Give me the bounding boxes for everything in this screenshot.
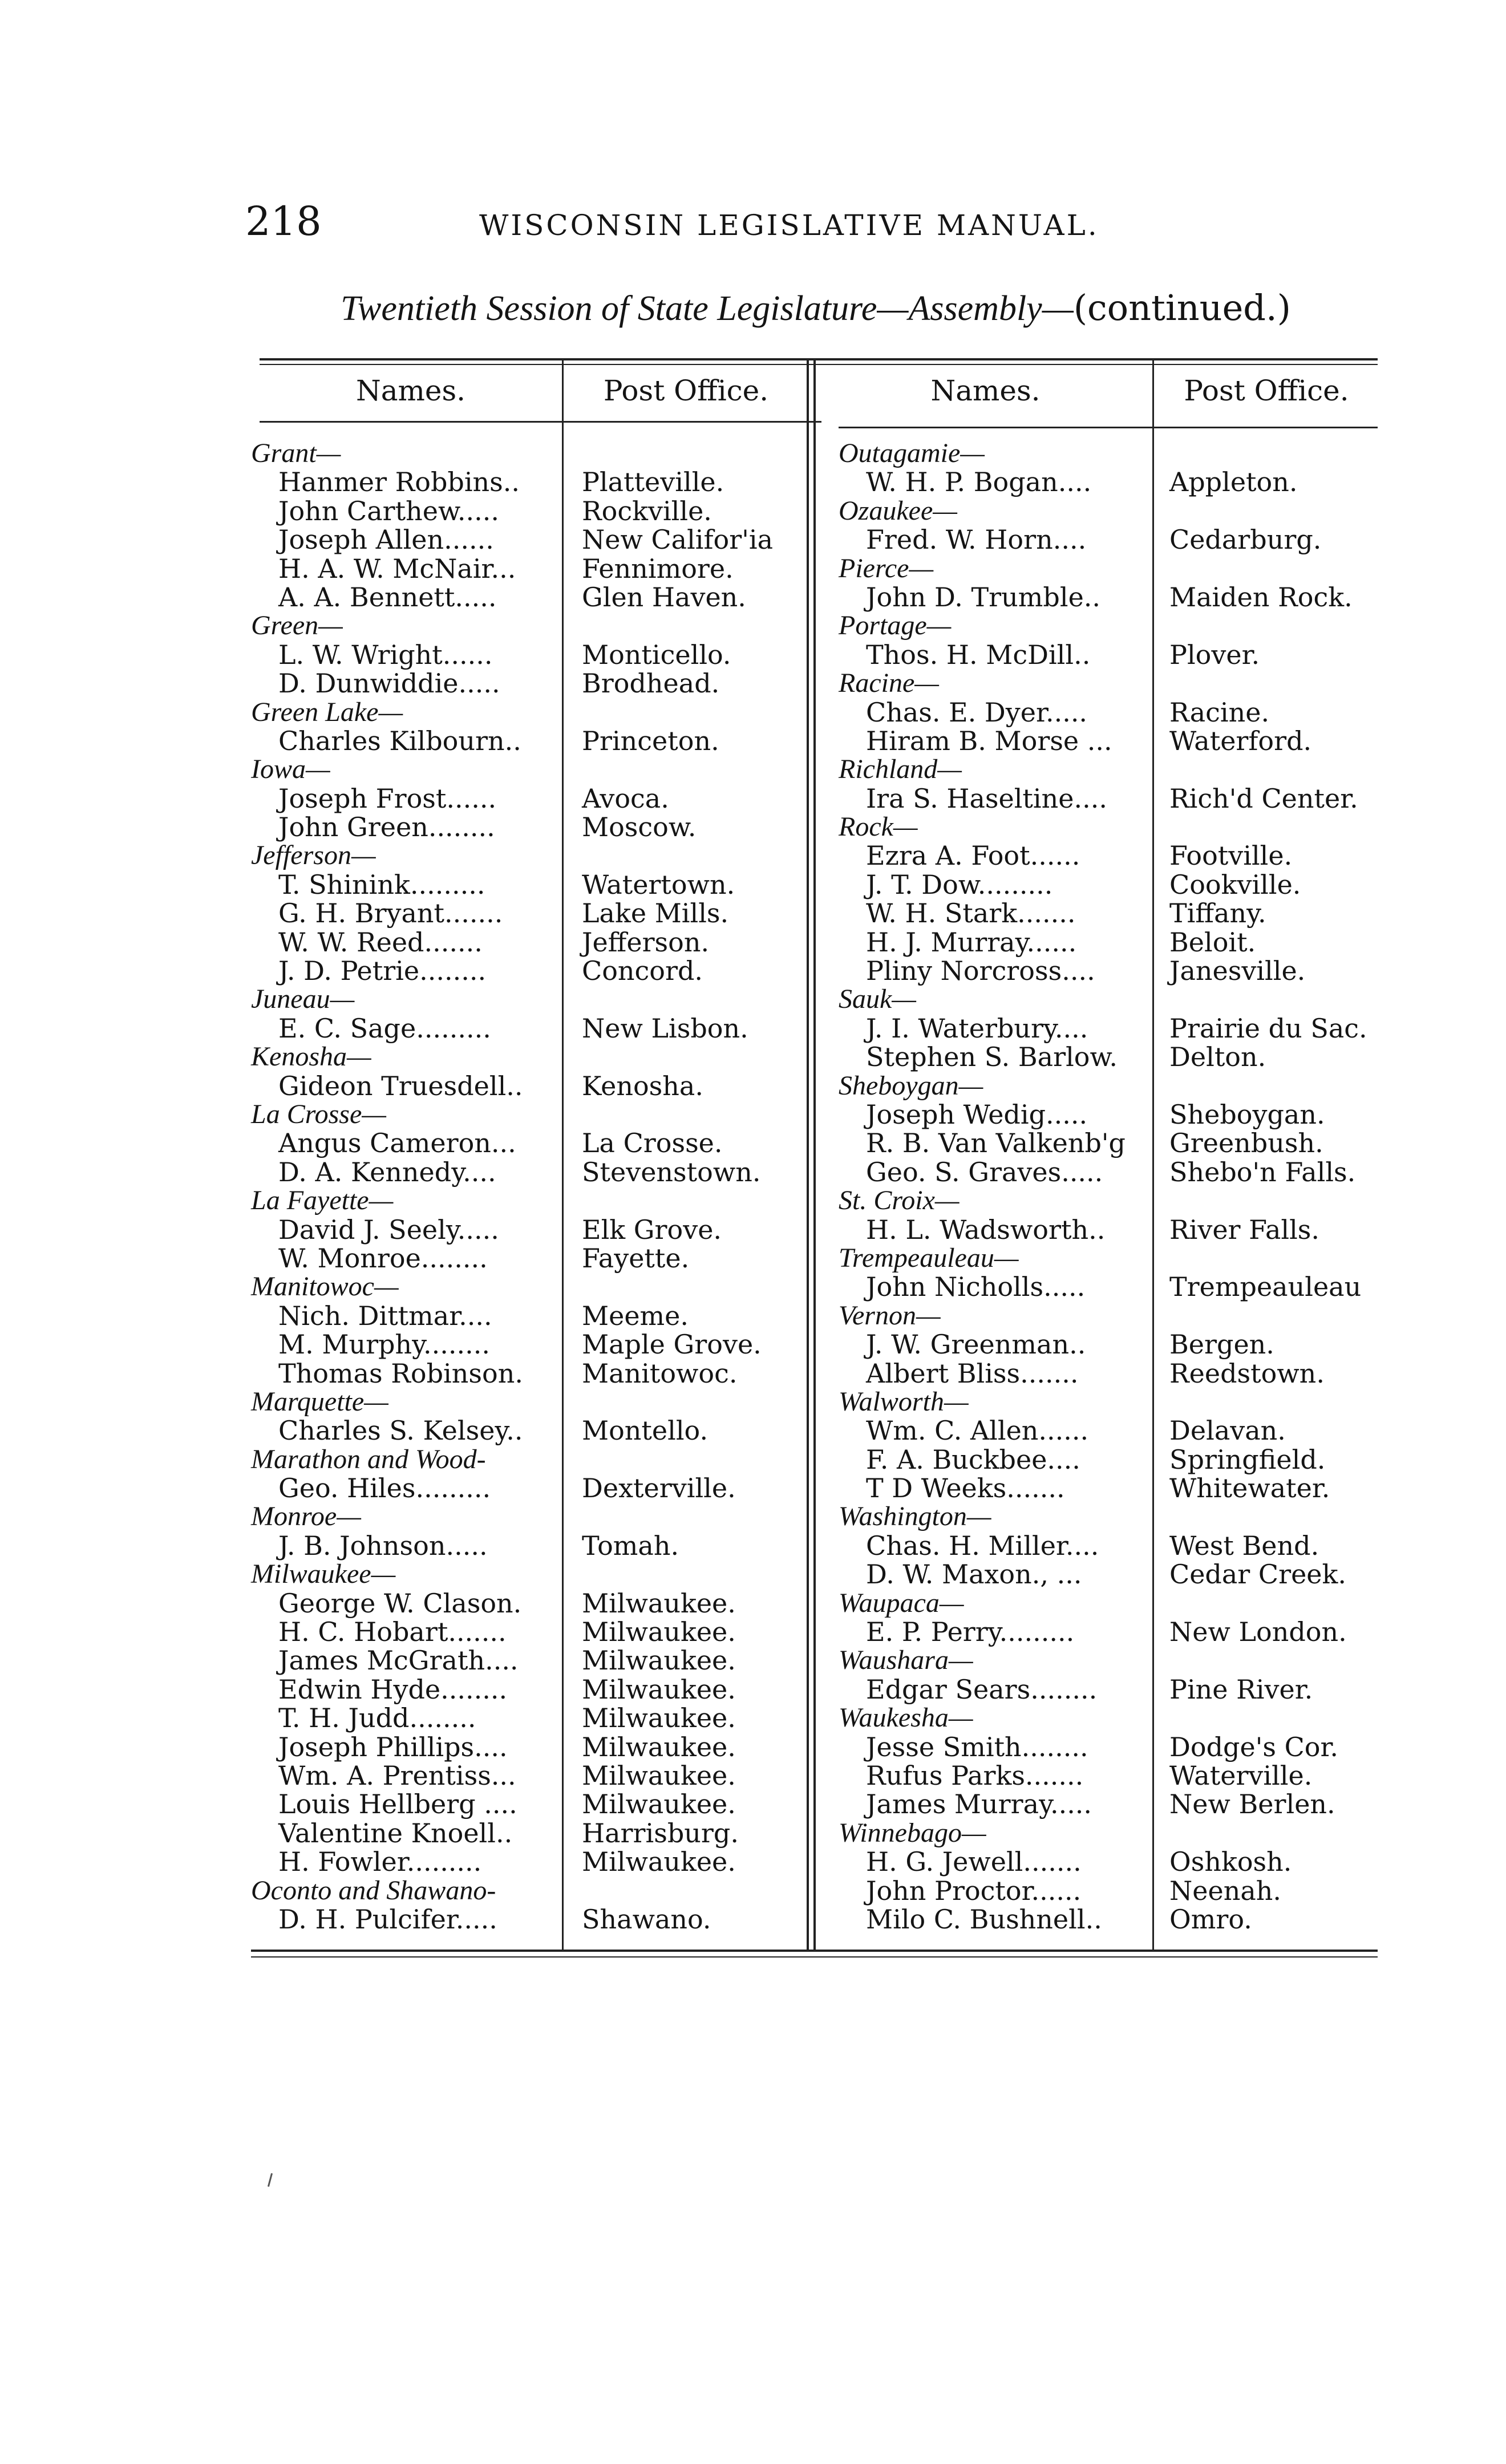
post-office — [582, 1388, 807, 1416]
county-heading: Portage— — [839, 610, 952, 641]
post-office: Dodge's Cor. — [1169, 1731, 1339, 1762]
post-office: New Califor'ia — [582, 524, 774, 556]
post-office — [1169, 1819, 1386, 1847]
post-office — [582, 1043, 807, 1071]
post-office — [582, 1186, 807, 1215]
post-office — [582, 1877, 807, 1905]
county-heading: La Fayette— — [251, 1185, 394, 1216]
post-office: Janesville. — [1169, 955, 1306, 987]
county-heading: Waukesha— — [839, 1703, 973, 1733]
header-rule-left — [260, 421, 821, 423]
county-heading: Walworth— — [839, 1386, 969, 1417]
table-top-rule-thin — [260, 364, 1378, 365]
member-name: H. J. Murray...... — [866, 926, 1077, 958]
county-heading: Washington— — [839, 1501, 991, 1532]
post-office: Rich'd Center. — [1169, 783, 1358, 814]
county-heading: Juneau— — [251, 984, 355, 1015]
post-office: Montello. — [582, 1415, 709, 1446]
member-name: W. H. P. Bogan.... — [866, 467, 1092, 498]
running-title: WISCONSIN LEGISLATIVE MANUAL. — [479, 209, 1099, 242]
member-name: T. Shinink......... — [278, 869, 485, 900]
table-bottom-rule-thin — [251, 1956, 1378, 1958]
county-heading: Monroe— — [251, 1501, 361, 1532]
county-heading: Grant— — [251, 438, 341, 468]
member-name: Thos. H. McDill.. — [866, 639, 1091, 670]
post-office: Prairie du Sac. — [1169, 1012, 1367, 1044]
post-office — [1169, 439, 1386, 468]
post-office — [582, 611, 807, 640]
member-name: H. Fowler......... — [278, 1846, 482, 1878]
member-name: Charles S. Kelsey.. — [278, 1415, 523, 1446]
left-post-office-header: Post Office. — [603, 374, 769, 407]
member-name: W. Monroe........ — [278, 1242, 488, 1274]
post-office: Harrisburg. — [582, 1817, 739, 1849]
post-office: Jefferson. — [582, 926, 710, 958]
post-office: Milwaukee. — [582, 1587, 736, 1619]
county-heading: Ozaukee— — [839, 495, 957, 526]
member-name: H. A. W. McNair... — [278, 553, 516, 584]
right-post-office-column — [1169, 439, 1386, 1934]
member-name: R. B. Van Valkenb'g — [866, 1128, 1126, 1159]
county-heading: Outagamie— — [839, 438, 985, 468]
county-heading: La Crosse— — [251, 1099, 386, 1129]
member-name: John Carthew..... — [278, 495, 499, 526]
post-office: Platteville. — [582, 467, 724, 498]
post-office — [1169, 1072, 1386, 1100]
post-office: Milwaukee. — [582, 1703, 736, 1734]
member-name: Pliny Norcross.... — [866, 955, 1095, 987]
member-name: Geo. S. Graves..... — [866, 1156, 1103, 1188]
member-name: John Green........ — [278, 812, 495, 843]
member-name: Edwin Hyde........ — [278, 1673, 508, 1705]
caption-continued: (continued.) — [1073, 287, 1291, 329]
post-office: Greenbush. — [1169, 1128, 1323, 1159]
left-names-header: Names. — [355, 374, 466, 407]
member-name: Fred. W. Horn.... — [866, 524, 1087, 556]
member-name: Nich. Dittmar.... — [278, 1300, 492, 1331]
column-divider-center-b — [813, 359, 816, 1951]
post-office — [1169, 1244, 1386, 1272]
post-office: Kenosha. — [582, 1070, 703, 1101]
post-office: Delton. — [1169, 1041, 1266, 1073]
member-name: M. Murphy........ — [278, 1329, 490, 1360]
post-office: New Lisbon. — [582, 1012, 748, 1044]
post-office — [1169, 1502, 1386, 1531]
post-office: Cedar Creek. — [1169, 1559, 1347, 1590]
post-office: Watertown. — [582, 869, 735, 900]
member-name: Jesse Smith........ — [866, 1731, 1088, 1762]
member-name: W. H. Stark....... — [866, 898, 1076, 929]
county-heading: Sauk— — [839, 984, 916, 1015]
member-name: James McGrath.... — [278, 1645, 519, 1676]
county-heading: Marathon and Wood- — [251, 1444, 486, 1474]
post-office: New Berlen. — [1169, 1789, 1335, 1820]
member-name: John D. Trumble.. — [866, 581, 1101, 613]
county-heading: Vernon— — [839, 1300, 941, 1331]
post-office: Moscow. — [582, 812, 697, 843]
column-divider-left — [562, 359, 564, 1951]
post-office: Rockville. — [582, 495, 712, 526]
post-office: Sheboygan. — [1169, 1099, 1325, 1130]
left-post-office-column — [582, 439, 807, 1934]
post-office — [1169, 1388, 1386, 1416]
member-name: Valentine Knoell.. — [278, 1817, 513, 1849]
post-office: Maple Grove. — [582, 1329, 762, 1360]
member-name: E. C. Sage......... — [278, 1012, 491, 1044]
county-heading: Iowa— — [251, 754, 330, 785]
member-name: D. W. Maxon., ... — [866, 1559, 1082, 1590]
county-heading: Trempeauleau— — [839, 1242, 1019, 1273]
member-name: Joseph Phillips.... — [278, 1731, 508, 1762]
member-name: W. W. Reed....... — [278, 926, 483, 958]
county-heading: Rock— — [839, 812, 918, 842]
post-office — [1169, 813, 1386, 841]
member-name: D. H. Pulcifer..... — [278, 1903, 497, 1935]
post-office: Plover. — [1169, 639, 1260, 670]
member-name: L. W. Wright...... — [278, 639, 493, 670]
member-name: Joseph Wedig..... — [866, 1099, 1088, 1130]
member-name: Joseph Frost...... — [278, 783, 497, 814]
right-names-column — [839, 439, 1149, 1934]
post-office: Monticello. — [582, 639, 731, 670]
post-office: Manitowoc. — [582, 1357, 738, 1389]
post-office: Waterford. — [1169, 725, 1312, 756]
member-name: John Proctor...... — [866, 1875, 1082, 1906]
member-name: A. A. Bennett..... — [278, 581, 497, 613]
post-office: Milwaukee. — [582, 1645, 736, 1676]
member-name: Geo. Hiles......... — [278, 1473, 491, 1504]
post-office — [1169, 985, 1386, 1014]
post-office: Dexterville. — [582, 1473, 736, 1504]
member-name: Edgar Sears........ — [866, 1673, 1098, 1705]
post-office — [1169, 1302, 1386, 1330]
member-name: John Nicholls..... — [866, 1271, 1086, 1303]
county-heading: Winnebago— — [839, 1817, 986, 1848]
post-office: Shebo'n Falls. — [1169, 1156, 1356, 1188]
member-name: Joseph Allen...... — [278, 524, 494, 556]
post-office: West Bend. — [1169, 1530, 1319, 1561]
member-name: Hanmer Robbins.. — [278, 467, 520, 498]
member-name: Chas. H. Miller.... — [866, 1530, 1099, 1561]
member-name: Ezra A. Foot...... — [866, 840, 1080, 872]
post-office — [582, 1100, 807, 1129]
member-name: G. H. Bryant....... — [278, 898, 503, 929]
table-top-rule — [260, 358, 1378, 360]
county-heading: Racine— — [839, 668, 939, 699]
post-office: Springfield. — [1169, 1444, 1326, 1475]
county-heading: St. Croix— — [839, 1185, 960, 1216]
post-office: Glen Haven. — [582, 581, 746, 613]
county-heading: Green Lake— — [251, 696, 403, 727]
post-office: Footville. — [1169, 840, 1293, 872]
post-office — [582, 985, 807, 1014]
member-name: H. C. Hobart....... — [278, 1616, 507, 1648]
post-office: Brodhead. — [582, 668, 720, 699]
post-office: Milwaukee. — [582, 1731, 736, 1762]
post-office — [582, 1502, 807, 1531]
member-name: Albert Bliss....... — [866, 1357, 1079, 1389]
post-office: Maiden Rock. — [1169, 581, 1353, 613]
left-names-column — [251, 439, 559, 1934]
post-office: Neenah. — [1169, 1875, 1281, 1906]
county-heading: Waupaca— — [839, 1587, 964, 1618]
post-office: Delavan. — [1169, 1415, 1286, 1446]
member-name: Gideon Truesdell.. — [278, 1070, 523, 1101]
county-heading: Oconto and Shawano- — [251, 1875, 496, 1906]
member-name: David J. Seely..... — [278, 1214, 499, 1245]
member-name: Wm. A. Prentiss... — [278, 1760, 516, 1791]
post-office — [582, 755, 807, 784]
right-post-office-header: Post Office. — [1184, 374, 1349, 407]
county-heading: Sheboygan— — [839, 1070, 983, 1101]
post-office: Fayette. — [582, 1242, 690, 1274]
member-name: Hiram B. Morse ... — [866, 725, 1112, 756]
table-caption — [245, 285, 1386, 331]
county-heading: Richland— — [839, 754, 962, 785]
county-heading: Marquette— — [251, 1386, 388, 1417]
county-heading: Kenosha— — [251, 1041, 371, 1072]
post-office: Appleton. — [1169, 467, 1298, 498]
member-name: J. D. Petrie........ — [278, 955, 487, 987]
member-name: Wm. C. Allen...... — [866, 1415, 1089, 1446]
post-office: Oshkosh. — [1169, 1846, 1292, 1878]
post-office: Milwaukee. — [582, 1673, 736, 1705]
member-name: George W. Clason. — [278, 1587, 522, 1619]
post-office: Reedstown. — [1169, 1357, 1325, 1389]
post-office: Milwaukee. — [582, 1846, 736, 1878]
post-office: Tomah. — [582, 1530, 679, 1561]
post-office: Shawano. — [582, 1903, 711, 1935]
member-name: D. Dunwiddie..... — [278, 668, 500, 699]
post-office: Princeton. — [582, 725, 719, 756]
post-office: Trempeauleau — [1169, 1271, 1362, 1303]
post-office: La Crosse. — [582, 1128, 723, 1159]
post-office: Milwaukee. — [582, 1616, 736, 1648]
post-office: New London. — [1169, 1616, 1347, 1648]
post-office: Elk Grove. — [582, 1214, 722, 1245]
post-office: River Falls. — [1169, 1214, 1320, 1245]
member-name: E. P. Perry......... — [866, 1616, 1075, 1648]
column-divider-right — [1152, 359, 1154, 1951]
member-name: Stephen S. Barlow. — [866, 1041, 1118, 1073]
post-office: Avoca. — [582, 783, 669, 814]
member-name: Rufus Parks....... — [866, 1760, 1084, 1791]
county-heading: Manitowoc— — [251, 1271, 399, 1302]
right-names-header: Names. — [930, 374, 1041, 407]
post-office — [582, 698, 807, 727]
member-name: J. T. Dow......... — [866, 869, 1053, 900]
county-heading: Milwaukee— — [251, 1559, 396, 1590]
post-office — [1169, 1589, 1386, 1618]
post-office — [1169, 669, 1386, 698]
post-office — [1169, 1646, 1386, 1675]
post-office — [1169, 497, 1386, 525]
page-number: 218 — [245, 198, 322, 245]
member-name: James Murray..... — [866, 1789, 1092, 1820]
post-office — [1169, 1186, 1386, 1215]
post-office: Cedarburg. — [1169, 524, 1322, 556]
post-office: Cookville. — [1169, 869, 1301, 900]
post-office: Racine. — [1169, 696, 1270, 728]
member-name: Milo C. Bushnell.. — [866, 1903, 1102, 1935]
page-header — [245, 193, 1158, 250]
post-office: Omro. — [1169, 1903, 1252, 1935]
post-office: Fennimore. — [582, 553, 734, 584]
post-office: Waterville. — [1169, 1760, 1313, 1791]
member-name: T D Weeks....... — [866, 1473, 1065, 1504]
member-name: F. A. Buckbee.... — [866, 1444, 1080, 1475]
post-office — [1169, 1704, 1386, 1732]
member-name: Ira S. Haseltine.... — [866, 783, 1107, 814]
member-name: J. W. Greenman.. — [866, 1329, 1086, 1360]
post-office — [582, 841, 807, 870]
member-name: Louis Hellberg .... — [278, 1789, 517, 1820]
member-name: Thomas Robinson. — [278, 1357, 523, 1389]
member-name: Angus Cameron... — [278, 1128, 516, 1159]
post-office: Tiffany. — [1169, 898, 1266, 929]
post-office: Pine River. — [1169, 1673, 1313, 1705]
post-office: Bergen. — [1169, 1329, 1274, 1360]
county-heading: Jefferson— — [251, 840, 376, 871]
county-heading: Green— — [251, 610, 343, 641]
post-office: Meeme. — [582, 1300, 689, 1331]
post-office — [582, 1445, 807, 1474]
member-name: T. H. Judd........ — [278, 1703, 476, 1734]
post-office — [582, 439, 807, 468]
post-office: Milwaukee. — [582, 1789, 736, 1820]
stray-mark — [268, 2173, 273, 2187]
post-office — [582, 1272, 807, 1301]
county-heading: Waushara— — [839, 1645, 973, 1676]
member-name: Chas. E. Dyer..... — [866, 696, 1088, 728]
member-name: J. I. Waterbury.... — [866, 1012, 1088, 1044]
county-heading: Pierce— — [839, 553, 934, 583]
member-name: J. B. Johnson..... — [278, 1530, 488, 1561]
post-office: Beloit. — [1169, 926, 1256, 958]
post-office: Stevenstown. — [582, 1156, 761, 1188]
post-office: Lake Mills. — [582, 898, 729, 929]
caption-italic: Twentieth Session of State Legislature—Assembly— — [341, 289, 1074, 328]
post-office: Concord. — [582, 955, 703, 987]
member-name: Charles Kilbourn.. — [278, 725, 521, 756]
member-name: D. A. Kennedy.... — [278, 1156, 496, 1188]
post-office — [1169, 755, 1386, 784]
post-office: Milwaukee. — [582, 1760, 736, 1791]
post-office — [1169, 611, 1386, 640]
member-name: H. L. Wadsworth.. — [866, 1214, 1106, 1245]
member-name: H. G. Jewell....... — [866, 1846, 1082, 1878]
post-office — [1169, 554, 1386, 583]
header-rule-right — [839, 427, 1378, 428]
post-office — [582, 1560, 807, 1588]
post-office: Whitewater. — [1169, 1473, 1330, 1504]
